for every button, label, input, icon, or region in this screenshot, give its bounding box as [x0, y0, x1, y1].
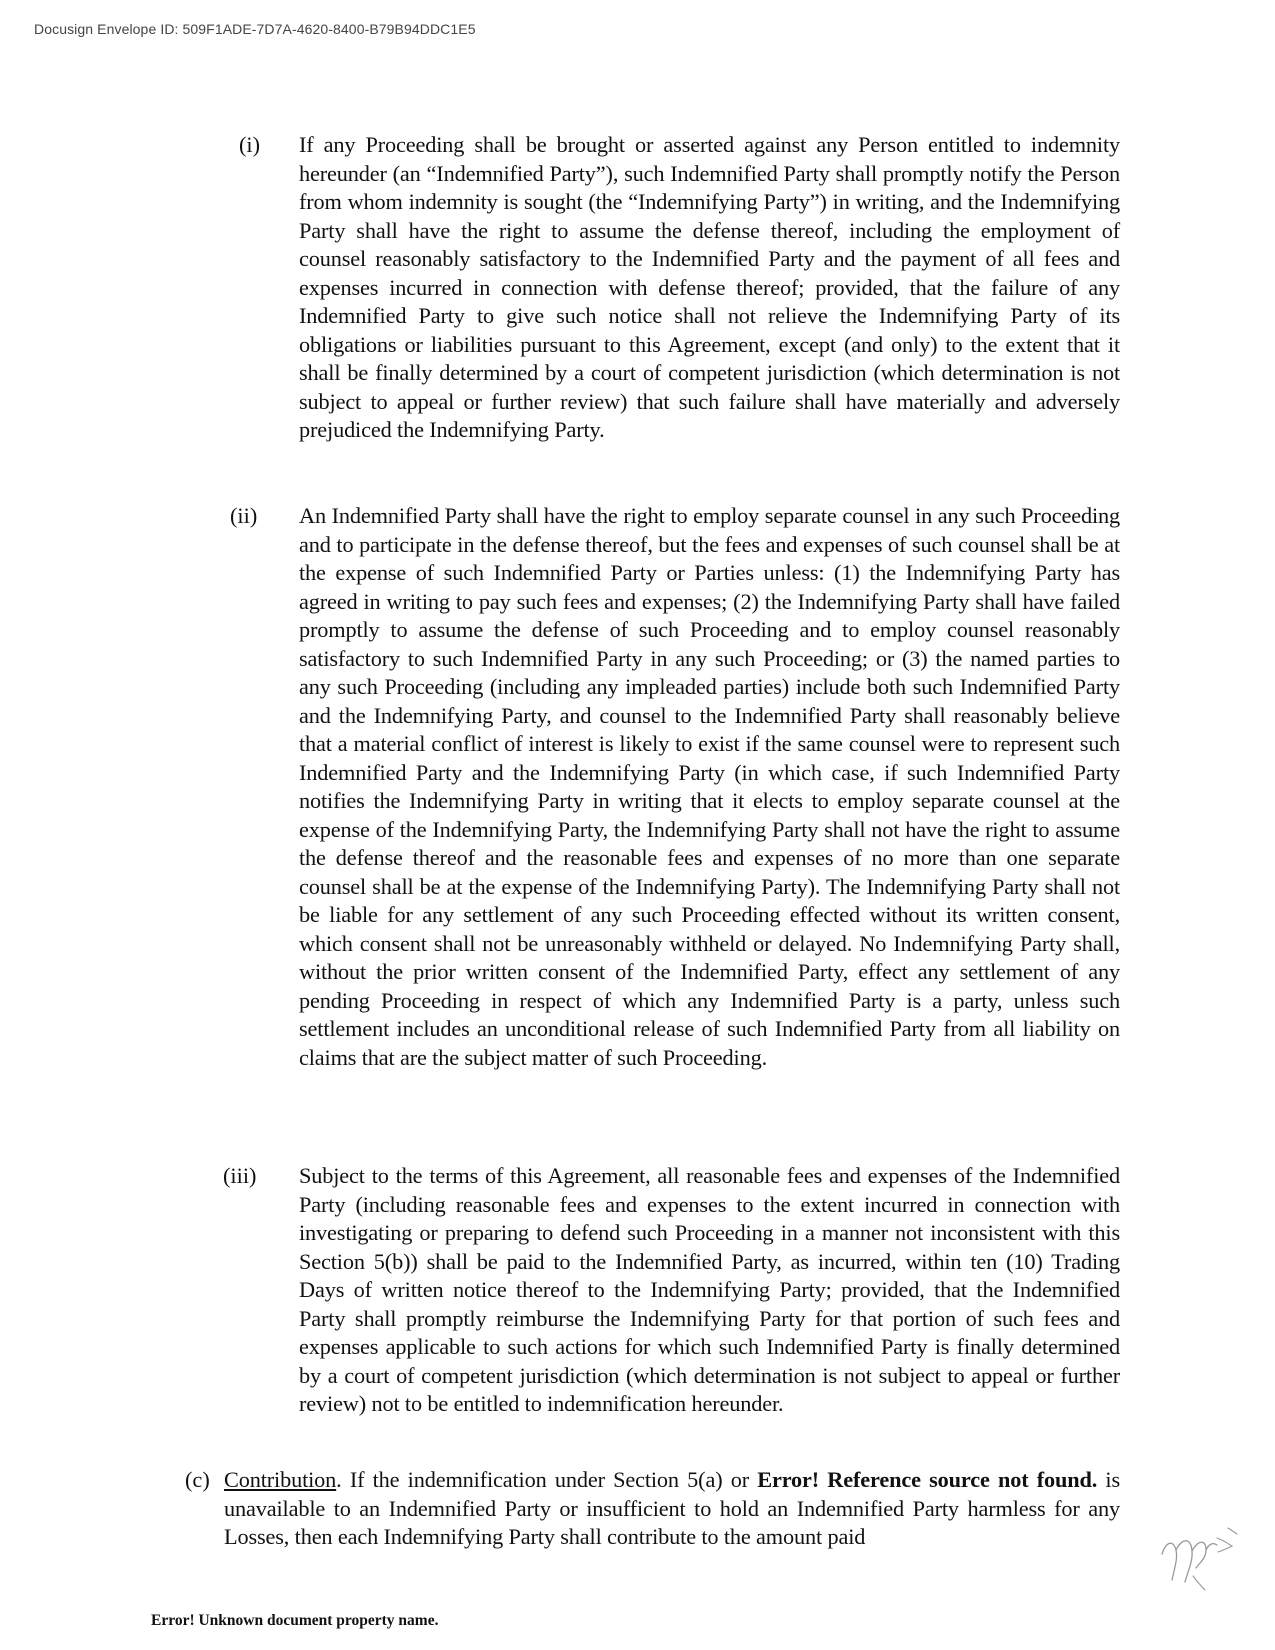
clause-number: (iii) — [223, 1163, 257, 1188]
clause-text-part: . If the indemnification under Section 5(a) or — [336, 1467, 758, 1492]
envelope-id: Docusign Envelope ID: 509F1ADE-7D7A-4620-8400-B79B94DDC1E5 — [34, 21, 476, 37]
clause-text: If any Proceeding shall be brought or asserted against any Person entitled to indemnity hereunder (an “Indemnified Party”), such Indemnified Party shall promptly notify the Person from whom indemnity is sought (the “Indemnifying Party”) in writing, and the Indemnifying Party shall have the right to assume the defense thereof, including the employment of counsel reasonably satisfactory to the Indemnified Party and the payment of all fees and expenses incurred in connection with defense thereof; provided, that the failure of any Indemnified Party to give such notice shall not relieve the Indemnifying Party of its obligations or liabilities pursuant to this Agreement, except (and only) to the extent that it shall be finally determined by a court of competent jurisdiction (which determination is not subject to appeal or further review) that such failure shall have materially and adversely prejudiced the Indemnifying Party. — [299, 132, 1120, 442]
reference-error: Error! Reference source not found. — [757, 1467, 1098, 1492]
clause-text: Subject to the terms of this Agreement, all reasonable fees and expenses of the Indemnified Party (including reasonable fees and expenses to the extent incurred in connection with investigating or preparing to defend such Proceeding in a manner not inconsistent with this Section 5(b)) shall be paid to the Indemnified Party, as incurred, within ten (10) Trading Days of written notice thereof to the Indemnifying Party; provided, that the Indemnified Party shall promptly reimburse the Indemnifying Party for that portion of such fees and expenses applicable to such actions for which such Indemnified Party is finally determined by a court of competent jurisdiction (which determination is not subject to appeal or further review) not to be entitled to indemnification hereunder. — [299, 1163, 1120, 1416]
clause-text-part: is unavailable to an Indemnified Party or insufficient to hold an Indemnified Party harmless for any Losses, then each Indemnifying Party shall contribute to the amount paid — [224, 1467, 1121, 1549]
clause-number: (c) — [185, 1467, 210, 1492]
footer-error: Error! Unknown document property name. — [151, 1612, 439, 1629]
clause-text — [224, 1466, 1120, 1552]
signature-initials — [1156, 1520, 1251, 1600]
clause-heading: Contribution — [224, 1467, 337, 1492]
clause-text: An Indemnified Party shall have the right to employ separate counsel in any such Proceeding and to participate in the defense thereof, but the fees and expenses of such counsel shall be at the expense of such Indemnified Party or Parties unless: (1) the Indemnifying Party has agreed in writing to pay such fees and expenses; (2) the Indemnifying Party shall have failed promptly to assume the defense of such Proceeding and to employ counsel reasonably satisfactory to such Indemnified Party in any such Proceeding; or (3) the named parties to any such Proceeding (including any impleaded parties) include both such Indemnified Party and the Indemnifying Party, and counsel to the Indemnified Party shall reasonably believe that a material conflict of interest is likely to exist if the same counsel were to represent such Indemnified Party and the Indemnifying Party (in which case, if such Indemnified Party notifies the Indemnifying Party in writing that it elects to employ separate counsel at the expense of the Indemnifying Party, the Indemnifying Party shall not have the right to assume the defense thereof and the reasonable fees and expenses of no more than one separate counsel shall be at the expense of the Indemnifying Party). The Indemnifying Party shall not be liable for any settlement of any such Proceeding effected without its written consent, which consent shall not be unreasonably withheld or delayed. No Indemnifying Party shall, without the prior written consent of the Indemnified Party, effect any settlement of any pending Proceeding in respect of which any Indemnified Party is a party, unless such settlement includes an unconditional release of such Indemnified Party from all liability on claims that are the subject matter of such Proceeding. — [299, 503, 1120, 1070]
clause-number: (i) — [239, 132, 261, 157]
clause-number: (ii) — [230, 503, 258, 528]
